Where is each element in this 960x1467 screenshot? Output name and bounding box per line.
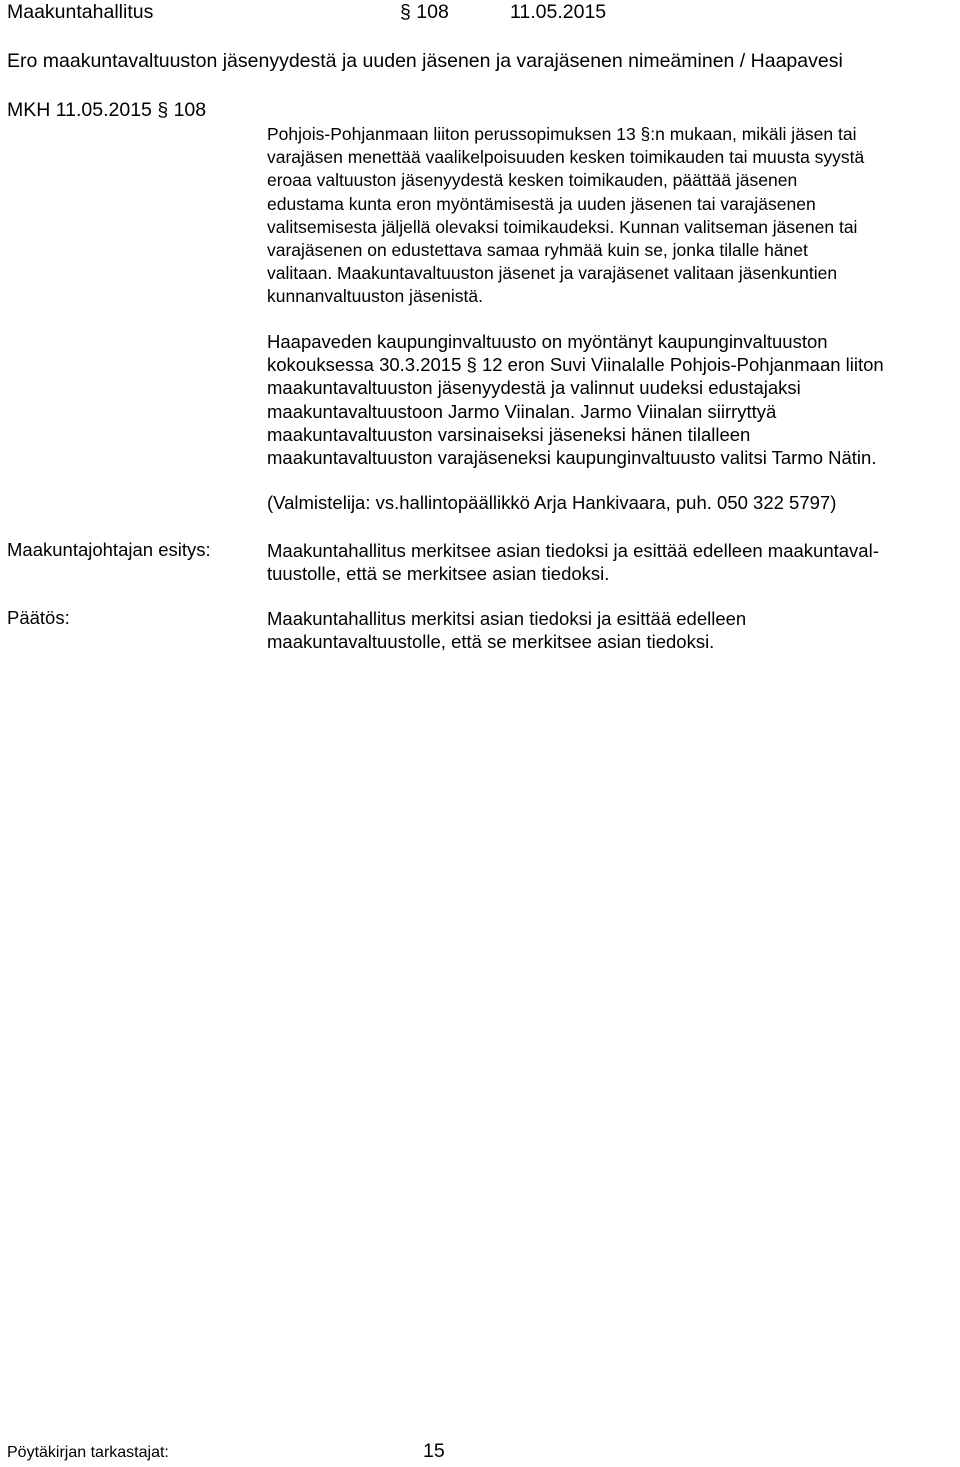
text-line: (Valmistelija: vs.hallintopäällikkö Arja Hankivaara, puh. 050 322 5797) bbox=[267, 492, 837, 513]
text-line: Haapaveden kaupunginvaltuusto on myöntänyt kaupunginvaltuuston bbox=[267, 331, 828, 352]
organ-name: Maakuntahallitus bbox=[7, 1, 154, 23]
text-line: Pohjois-Pohjanmaan liiton perussopimuksen 13 §:n mukaan, mikäli jäsen tai bbox=[267, 124, 857, 144]
preparer-note bbox=[267, 491, 957, 514]
text-line: tuustolle, että se merkitsee asian tiedoksi. bbox=[267, 563, 610, 585]
text-line: valitsemisesta jäljellä olevaksi toimikaudeksi. Kunnan valitseman jäsenen tai bbox=[267, 216, 858, 237]
text-line: maakuntavaltuuston jäsenyydestä ja valinnut uudeksi edustajaksi bbox=[267, 377, 801, 399]
text-line: Maakuntahallitus merkitsi asian tiedoksi ja esittää edelleen bbox=[267, 608, 747, 629]
text-line: edustama kunta eron myöntämisestä ja uuden jäsenen tai varajäsenen bbox=[267, 193, 816, 214]
text-line: maakuntavaltuuston varajäseneksi kaupunginvaltuusto valitsi Tarmo Nätin. bbox=[267, 447, 877, 469]
page-number: 15 bbox=[423, 1440, 445, 1462]
text-line: maakuntavaltuustoon Jarmo Viinalan. Jarmo Viinalan siirryttyä bbox=[267, 400, 777, 422]
text-line: Maakuntahallitus merkitsee asian tiedoksi ja esittää edelleen maakuntaval- bbox=[267, 540, 879, 561]
text-line: kunnanvaltuuston jäsenistä. bbox=[267, 286, 483, 307]
text-line: varajäsenen on edustettava samaa ryhmää kuin se, jonka tilalle hänet bbox=[267, 240, 808, 261]
section-number: § 108 bbox=[400, 1, 449, 23]
meeting-reference: MKH 11.05.2015 § 108 bbox=[7, 99, 207, 121]
proposal-label: Maakuntajohtajan esitys: bbox=[7, 539, 211, 560]
text-line: maakuntavaltuustolle, että se merkitsee asian tiedoksi. bbox=[267, 631, 715, 653]
meeting-date: 11.05.2015 bbox=[510, 1, 607, 23]
text-line: eroaa valtuuston jäsenyydestä kesken toimikauden, päättää jäsenen bbox=[267, 170, 798, 191]
body-paragraph-1 bbox=[267, 123, 957, 309]
decision-text bbox=[267, 607, 957, 653]
text-line: valitaan. Maakuntavaltuuston jäsenet ja varajäsenet valitaan jäsenkuntien bbox=[267, 263, 838, 284]
footer-label: Pöytäkirjan tarkastajat: bbox=[7, 1444, 169, 1461]
text-line: kokouksessa 30.3.2015 § 12 eron Suvi Viinalalle Pohjois-Pohjanmaan liiton bbox=[267, 354, 884, 376]
decision-label: Päätös: bbox=[7, 607, 70, 628]
subject-title: Ero maakuntavaltuuston jäsenyydestä ja uuden jäsenen ja varajäsenen nimeäminen / Haapavesi bbox=[7, 50, 843, 72]
text-line: varajäsen menettää vaalikelpoisuuden kesken toimikauden tai muusta syystä bbox=[267, 147, 865, 168]
proposal-text bbox=[267, 539, 957, 585]
body-paragraph-2 bbox=[267, 330, 957, 469]
text-line: maakuntavaltuuston varsinaiseksi jäseneksi hänen tilalleen bbox=[267, 423, 751, 445]
